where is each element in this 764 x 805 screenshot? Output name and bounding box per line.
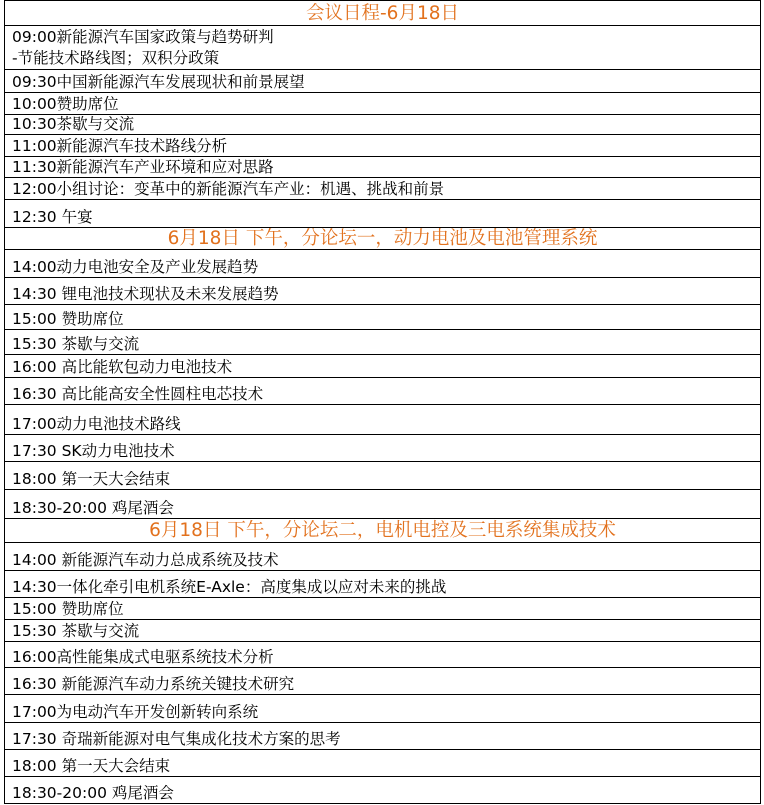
schedule-row	[5, 355, 761, 378]
schedule-item	[5, 722, 761, 749]
schedule-row	[5, 115, 761, 135]
section-header-row	[5, 227, 761, 249]
schedule-row	[5, 330, 761, 355]
schedule-item	[5, 776, 761, 803]
schedule-item-text: 18:30-20:00 鸡尾酒会	[12, 498, 174, 517]
schedule-item	[5, 135, 761, 156]
schedule-item	[5, 489, 761, 518]
schedule-row	[5, 70, 761, 93]
schedule-item-text: 16:30 新能源汽车动力系统关键技术研究	[12, 675, 295, 694]
section-title: 6月18日 下午，分论坛二，电机电控及三电系统集成技术	[5, 518, 761, 542]
schedule-item-text: 14:00 新能源汽车动力总成系统及技术	[12, 550, 279, 569]
schedule-row	[5, 461, 761, 489]
schedule-item	[5, 570, 761, 597]
section-header-row	[5, 518, 761, 542]
schedule-item-text: 18:00 第一天大会结束	[12, 469, 171, 488]
schedule-table	[4, 0, 761, 804]
schedule-item	[5, 70, 761, 93]
schedule-row	[5, 722, 761, 749]
section-title: 6月18日 下午，分论坛一，动力电池及电池管理系统	[5, 227, 761, 249]
schedule-item	[5, 598, 761, 620]
schedule-item-text: 14:30 锂电池技术现状及未来发展趋势	[12, 285, 279, 304]
schedule-item-text: -节能技术路线图；双积分政策	[12, 48, 220, 67]
schedule-item-text: 14:30一体化牵引电机系统E-Axle：高度集成以应对未来的挑战	[12, 578, 447, 597]
schedule-item-text: 16:00高性能集成式电驱系统技术分析	[12, 648, 274, 667]
schedule-item-text: 10:00赞助席位	[12, 95, 119, 114]
schedule-item-text: 16:30 高比能高安全性圆柱电芯技术	[12, 385, 264, 404]
schedule-item	[5, 668, 761, 695]
schedule-row	[5, 695, 761, 722]
schedule-item-text: 15:00 赞助席位	[12, 310, 124, 329]
schedule-item-text: 11:00新能源汽车技术路线分析	[12, 136, 228, 155]
schedule-item-text: 12:00小组讨论：变革中的新能源汽车产业：机遇、挑战和前景	[12, 179, 445, 198]
schedule-row	[5, 156, 761, 177]
schedule-row	[5, 135, 761, 156]
schedule-item	[5, 542, 761, 570]
schedule-item	[5, 305, 761, 330]
schedule-item	[5, 749, 761, 776]
schedule-item-text: 12:30 午宴	[12, 207, 93, 226]
schedule-row	[5, 378, 761, 405]
schedule-row	[5, 277, 761, 304]
schedule-item	[5, 249, 761, 277]
schedule-item	[5, 355, 761, 378]
schedule-item-text: 09:00新能源汽车国家政策与趋势研判	[12, 27, 274, 46]
schedule-item-text: 17:00动力电池技术路线	[12, 414, 181, 433]
schedule-item-text: 15:30 茶歇与交流	[12, 335, 140, 354]
schedule-item	[5, 199, 761, 227]
schedule-item	[5, 115, 761, 135]
schedule-item-text: 18:30-20:00 鸡尾酒会	[12, 784, 174, 802]
schedule-item-text: 15:30 茶歇与交流	[12, 622, 140, 641]
schedule-row	[5, 249, 761, 277]
section-header-row	[5, 1, 761, 26]
schedule-item-text: 16:00 高比能软包动力电池技术	[12, 358, 233, 377]
schedule-item	[5, 277, 761, 304]
schedule-row	[5, 305, 761, 330]
schedule-body	[5, 1, 761, 804]
schedule-item	[5, 461, 761, 489]
schedule-item-text: 11:30新能源汽车产业环境和应对思路	[12, 157, 274, 176]
schedule-row	[5, 489, 761, 518]
schedule-item-text: 10:30茶歇与交流	[12, 115, 135, 134]
schedule-item-text: 17:00为电动汽车开发创新转向系统	[12, 702, 259, 721]
schedule-row	[5, 542, 761, 570]
schedule-row	[5, 776, 761, 803]
schedule-row	[5, 749, 761, 776]
schedule-item	[5, 642, 761, 668]
schedule-item-text: 17:30 SK动力电池技术	[12, 441, 175, 460]
schedule-item	[5, 695, 761, 722]
schedule-row	[5, 199, 761, 227]
schedule-item	[5, 620, 761, 642]
schedule-item	[5, 330, 761, 355]
schedule-item	[5, 405, 761, 434]
schedule-row	[5, 405, 761, 434]
schedule-item	[5, 434, 761, 461]
schedule-row	[5, 570, 761, 597]
schedule-item-text: 17:30 奇瑞新能源对电气集成化技术方案的思考	[12, 729, 341, 748]
schedule-row	[5, 642, 761, 668]
section-title: 会议日程-6月18日	[5, 1, 761, 26]
schedule-item-text: 09:30中国新能源汽车发展现状和前景展望	[12, 73, 305, 92]
schedule-item-text: 15:00 赞助席位	[12, 600, 124, 619]
schedule-item	[5, 26, 761, 70]
schedule-row	[5, 668, 761, 695]
schedule-item	[5, 93, 761, 115]
schedule-item-text: 14:00动力电池安全及产业发展趋势	[12, 257, 259, 276]
schedule-row	[5, 93, 761, 115]
schedule-item	[5, 177, 761, 199]
schedule-item	[5, 378, 761, 405]
schedule-row	[5, 620, 761, 642]
schedule-row	[5, 598, 761, 620]
schedule-row	[5, 177, 761, 199]
schedule-row	[5, 434, 761, 461]
schedule-item-text: 18:00 第一天大会结束	[12, 756, 171, 775]
schedule-item	[5, 156, 761, 177]
schedule-row	[5, 26, 761, 70]
